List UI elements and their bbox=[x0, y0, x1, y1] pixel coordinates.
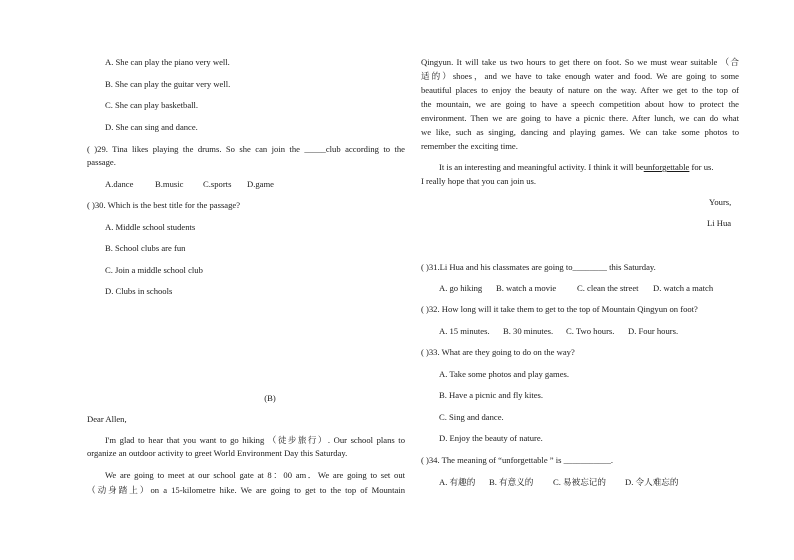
q34-option-d: D. 令人难忘的 bbox=[625, 477, 679, 487]
q30-option-c: C. Join a middle school club bbox=[105, 265, 203, 275]
q32-option-d: D. Four hours. bbox=[628, 326, 679, 336]
para2-cont-line4: the mountain, we are going to have a speech competition about how to protect the bbox=[421, 99, 739, 109]
q33-option-c: C. Sing and dance. bbox=[439, 412, 504, 422]
q30-option-a: A. Middle school students bbox=[105, 222, 196, 232]
q33-option-b: B. Have a picnic and fly kites. bbox=[439, 390, 544, 400]
para2-cont-line5: environment. Then we are going to have a picnic there. After lunch, we can do what bbox=[421, 113, 739, 123]
q32-option-c: C. Two hours. bbox=[566, 326, 615, 336]
para2-cont-line1: Qingyun. It will take us two hours to get there on foot. So we must wear suitable （合 bbox=[421, 57, 739, 67]
para2-cont-line2: 适的）shoes，and we have to take enough water and food. We are going to some bbox=[421, 71, 739, 81]
q30-option-b: B. School clubs are fun bbox=[105, 243, 186, 253]
q32-stem: ( )32. How long will it take them to get to the top of Mountain Qingyun on foot? bbox=[421, 304, 698, 314]
q29-option-b: B.music bbox=[155, 179, 184, 189]
para3-line1 bbox=[439, 162, 713, 173]
q29-option-c: C.sports bbox=[203, 179, 232, 189]
q34-option-c: C. 易被忘记的 bbox=[553, 477, 606, 487]
unforgettable-word: unforgettable bbox=[643, 162, 690, 172]
para3-text-post: for us. bbox=[689, 162, 714, 172]
para2-line1: We are going to meet at our school gate at 8：00 am．We are going to set out bbox=[105, 470, 405, 480]
para1-line2: organize an outdoor activity to greet World Environment Day this Saturday. bbox=[87, 448, 348, 458]
q31-stem: ( )31.Li Hua and his classmates are going to________ this Saturday. bbox=[421, 262, 656, 272]
q34-option-a: A. 有趣的 bbox=[439, 477, 476, 487]
q34-option-b: B. 有意义的 bbox=[489, 477, 534, 487]
q29-option-d: D.game bbox=[247, 179, 274, 189]
q30-option-d: D. Clubs in schools bbox=[105, 286, 173, 296]
q29-stem-line1: ( )29. Tina likes playing the drums. So she can join the _____club according to the bbox=[87, 144, 405, 154]
para2-cont-line3: beautiful places to enjoy the beauty of nature on the way. After we get to the top of bbox=[421, 85, 739, 95]
q28-option-a: A. She can play the piano very well. bbox=[105, 57, 230, 67]
q33-option-a: A. Take some photos and play games. bbox=[439, 369, 570, 379]
letter-closing: Yours, bbox=[709, 197, 732, 207]
q31-option-d: D. watch a match bbox=[653, 283, 714, 293]
q31-option-b: B. watch a movie bbox=[496, 283, 557, 293]
para2-cont-line7: remember the exciting time. bbox=[421, 141, 518, 151]
q31-option-a: A. go hiking bbox=[439, 283, 483, 293]
letter-greeting: Dear Allen, bbox=[87, 414, 127, 424]
q29-option-a: A.dance bbox=[105, 179, 134, 189]
q32-option-a: A. 15 minutes. bbox=[439, 326, 490, 336]
para3-line2: I really hope that you can join us. bbox=[421, 176, 537, 186]
section-b-heading: (B) bbox=[264, 393, 276, 403]
q28-option-d: D. She can sing and dance. bbox=[105, 122, 198, 132]
para1-line1: I'm glad to hear that you want to go hiking （徒步旅行）. Our school plans to bbox=[105, 435, 405, 445]
q32-option-b: B. 30 minutes. bbox=[503, 326, 554, 336]
para2-line2: （动身踏上）on a 15-kilometre hike. We are going to get to the top of Mountain bbox=[87, 485, 405, 495]
q28-option-b: B. She can play the guitar very well. bbox=[105, 79, 231, 89]
q31-option-c: C. clean the street bbox=[577, 283, 639, 293]
q34-stem: ( )34. The meaning of “unforgettable ” is ___________. bbox=[421, 455, 614, 465]
para3-text-pre: It is an interesting and meaningful activity. I think it will be bbox=[439, 162, 644, 172]
q30-stem: ( )30. Which is the best title for the passage? bbox=[87, 200, 241, 210]
q29-stem-line2: passage. bbox=[87, 157, 116, 167]
para2-cont-line6: we like, such as singing, dancing and playing games. We can take some photos to bbox=[421, 127, 739, 137]
q28-option-c: C. She can play basketball. bbox=[105, 100, 199, 110]
q33-stem: ( )33. What are they going to do on the way? bbox=[421, 347, 575, 357]
letter-signature: Li Hua bbox=[707, 218, 732, 228]
q33-option-d: D. Enjoy the beauty of nature. bbox=[439, 433, 543, 443]
